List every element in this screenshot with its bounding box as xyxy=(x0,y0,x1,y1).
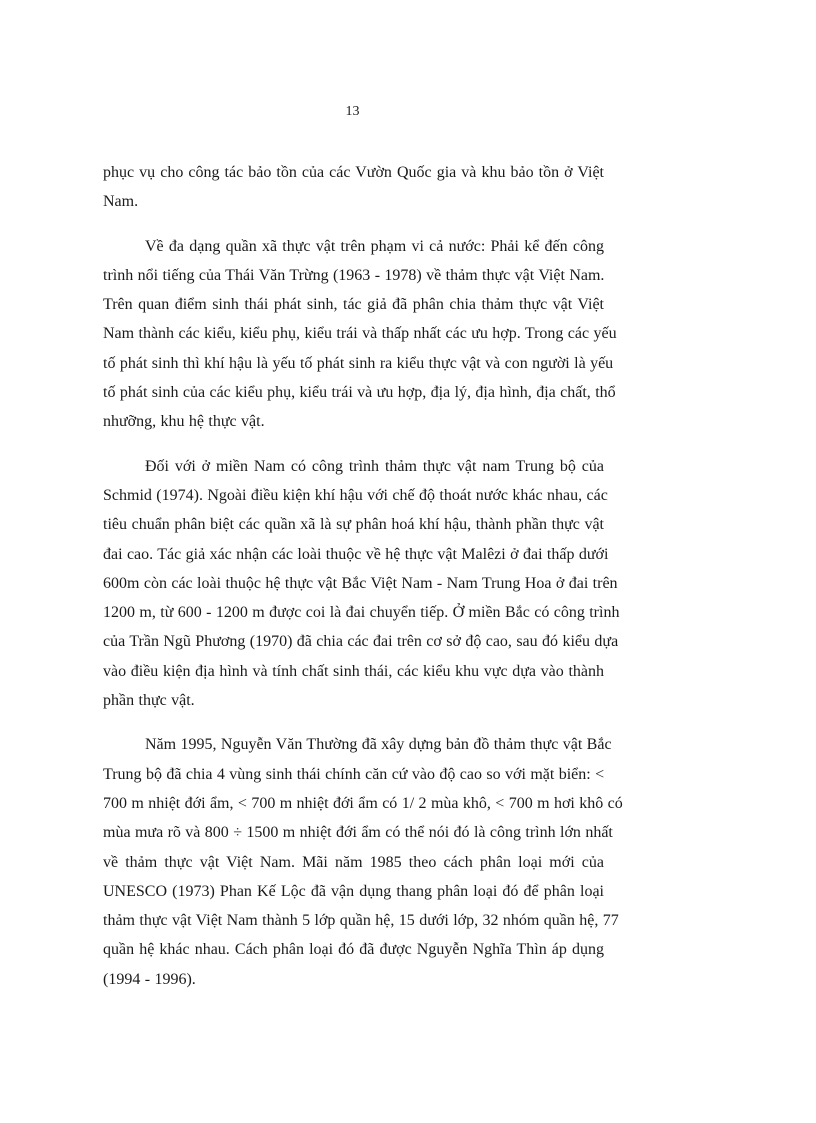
text-line: tố phát sinh thì khí hậu là yếu tố phát sinh ra kiểu thực vật và con người là yếu xyxy=(103,354,614,372)
text-line: phần thực vật. xyxy=(103,692,195,710)
text-line: phục vụ cho công tác bảo tồn của các Vườn Quốc gia và khu bảo tồn ở Việt xyxy=(103,164,604,181)
paragraph-southern-region xyxy=(103,452,620,716)
text-line: quần hệ khác nhau. Cách phân loại đó đã được Nguyễn Nghĩa Thìn áp dụng xyxy=(103,941,604,959)
text-line: 600m còn các loài thuộc hệ thực vật Bắc Việt Nam - Nam Trung Hoa ở đai trên xyxy=(103,574,618,592)
document-body xyxy=(103,158,623,994)
text-line: Schmid (1974). Ngoài điều kiện khí hậu với chế độ thoát nước khác nhau, các xyxy=(103,486,608,504)
text-line: Trên quan điểm sinh thái phát sinh, tác giả đã phân chia thảm thực vật Việt xyxy=(103,296,604,314)
text-line: tố phát sinh của các kiểu phụ, kiểu trái và ưu hợp, địa lý, địa hình, địa chất, thổ xyxy=(103,384,616,402)
text-line: Năm 1995, Nguyễn Văn Thường đã xây dựng bản đồ thảm thực vật Bắc xyxy=(145,736,612,754)
text-line: đai cao. Tác giả xác nhận các loài thuộc về hệ thực vật Malêzi ở đai thấp dưới xyxy=(103,545,609,563)
page-number: 13 xyxy=(345,104,360,119)
text-line: thảm thực vật Việt Nam thành 5 lớp quần hệ, 15 dưới lớp, 32 nhóm quần hệ, 77 xyxy=(103,912,619,930)
text-line: 700 m nhiệt đới ẩm, < 700 m nhiệt đới ẩm có 1/ 2 mùa khô, < 700 m hơi khô có xyxy=(103,794,623,812)
text-line: của Trần Ngũ Phương (1970) đã chia các đai trên cơ sở độ cao, sau đó kiểu dựa xyxy=(103,633,619,651)
paragraph-vegetation-communities xyxy=(103,232,617,437)
text-line: vào điều kiện địa hình và tính chất sinh thái, các kiểu khu vực dựa vào thành xyxy=(103,662,604,680)
text-line: UNESCO (1973) Phan Kế Lộc đã vận dụng thang phân loại đó để phân loại xyxy=(103,882,604,900)
text-line: trình nổi tiếng của Thái Văn Trừng (1963 - 1978) về thảm thực vật Việt Nam. xyxy=(103,266,605,284)
text-line: Về đa dạng quần xã thực vật trên phạm vi cả nước: Phải kể đến công xyxy=(145,237,604,255)
text-line: nhưỡng, khu hệ thực vật. xyxy=(103,413,265,431)
paragraph-north-central-map xyxy=(103,730,623,994)
text-line: mùa mưa rõ và 800 ÷ 1500 m nhiệt đới ẩm có thể nói đó là công trình lớn nhất xyxy=(103,824,613,842)
text-line: tiêu chuẩn phân biệt các quần xã là sự phân hoá khí hậu, thành phần thực vật xyxy=(103,516,604,534)
text-line: Nam thành các kiểu, kiểu phụ, kiểu trái và thấp nhất các ưu hợp. Trong các yếu xyxy=(103,325,617,343)
text-line: về thảm thực vật Việt Nam. Mãi năm 1985 theo cách phân loại mới của xyxy=(103,853,604,871)
text-line: 1200 m, từ 600 - 1200 m được coi là đai chuyển tiếp. Ở miền Bắc có công trình xyxy=(103,604,620,622)
text-line: Trung bộ đã chia 4 vùng sinh thái chính căn cứ vào độ cao so với mặt biển: < xyxy=(103,765,605,783)
paragraph-continuation xyxy=(103,158,604,217)
text-line: Nam. xyxy=(103,193,139,211)
text-line: (1994 - 1996). xyxy=(103,970,196,988)
text-line: Đối với ở miền Nam có công trình thảm thực vật nam Trung bộ của xyxy=(145,457,604,475)
